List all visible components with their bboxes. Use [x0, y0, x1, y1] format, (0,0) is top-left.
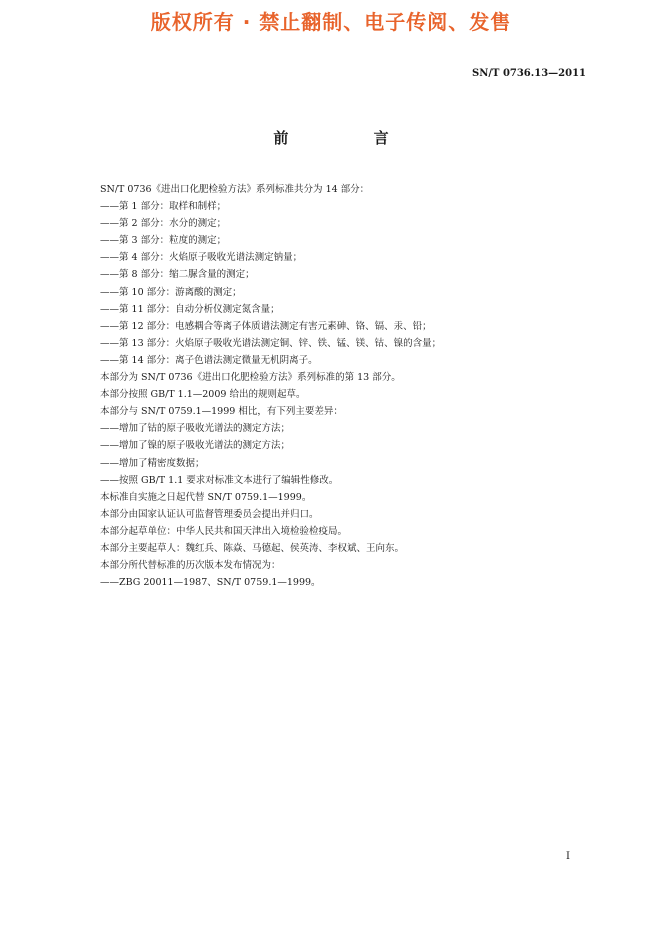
body-line: ——第 11 部分：自动分析仪测定氮含量；	[100, 303, 280, 315]
body-line: SN/T 0736《进出口化肥检验方法》系列标准共分为 14 部分：	[100, 184, 370, 195]
body-line: ——第 8 部分：缩二脲含量的测定；	[100, 269, 255, 281]
body-line: 本部分按照 GB/T 1.1—2009 给出的规则起草。	[100, 389, 306, 401]
body-line: ——第 13 部分：火焰原子吸收光谱法测定铜、锌、铁、锰、镁、钴、镍的含量；	[100, 337, 442, 349]
body-line: ——第 14 部分：离子色谱法测定微量无机阴离子。	[100, 354, 318, 366]
body-line: ——第 12 部分：电感耦合等离子体质谱法测定有害元素砷、铬、镉、汞、铅；	[100, 320, 432, 332]
body-line: ——第 2 部分：水分的测定；	[100, 218, 227, 230]
body-line: ——按照 GB/T 1.1 要求对标准文本进行了编辑性修改。	[100, 474, 339, 486]
standard-number: SN/T 0736.13—2011	[472, 68, 586, 79]
body-line: 本部分所代替标准的历次版本发布情况为：	[100, 560, 281, 572]
body-line: 本标准自实施之日起代替 SN/T 0759.1—1999。	[100, 491, 312, 503]
page-number: I	[566, 851, 570, 862]
body-line: ——第 1 部分：取样和制样；	[100, 201, 227, 213]
body-line: ——ZBG 20011—1987、SN/T 0759.1—1999。	[100, 577, 321, 589]
body-line: 本部分为 SN/T 0736《进出口化肥检验方法》系列标准的第 13 部分。	[100, 372, 401, 384]
body-line: 本部分由国家认证认可监督管理委员会提出并归口。	[100, 508, 319, 520]
foreword-body	[100, 181, 580, 591]
body-line: ——增加了精密度数据；	[100, 457, 205, 469]
page-title: 前 言	[273, 129, 429, 147]
body-line: ——增加了钴的原子吸收光谱法的测定方法；	[100, 423, 291, 435]
body-line: ——第 3 部分：粒度的测定；	[100, 235, 227, 247]
body-line: 本部分主要起草人：魏红兵、陈焱、马德起、侯英涛、李权斌、王向东。	[100, 542, 405, 554]
copyright-watermark: 版权所有 · 禁止翻制、电子传阅、发售	[150, 10, 512, 34]
body-line: ——第 4 部分：火焰原子吸收光谱法测定钠量；	[100, 252, 303, 264]
body-line: 本部分起草单位：中华人民共和国天津出入境检验检疫局。	[100, 525, 348, 537]
body-line: 本部分与 SN/T 0759.1—1999 相比，有下列主要差异：	[100, 406, 343, 418]
body-line: ——第 10 部分：游离酸的测定；	[100, 286, 242, 298]
body-line: ——增加了镍的原子吸收光谱法的测定方法；	[100, 440, 291, 452]
